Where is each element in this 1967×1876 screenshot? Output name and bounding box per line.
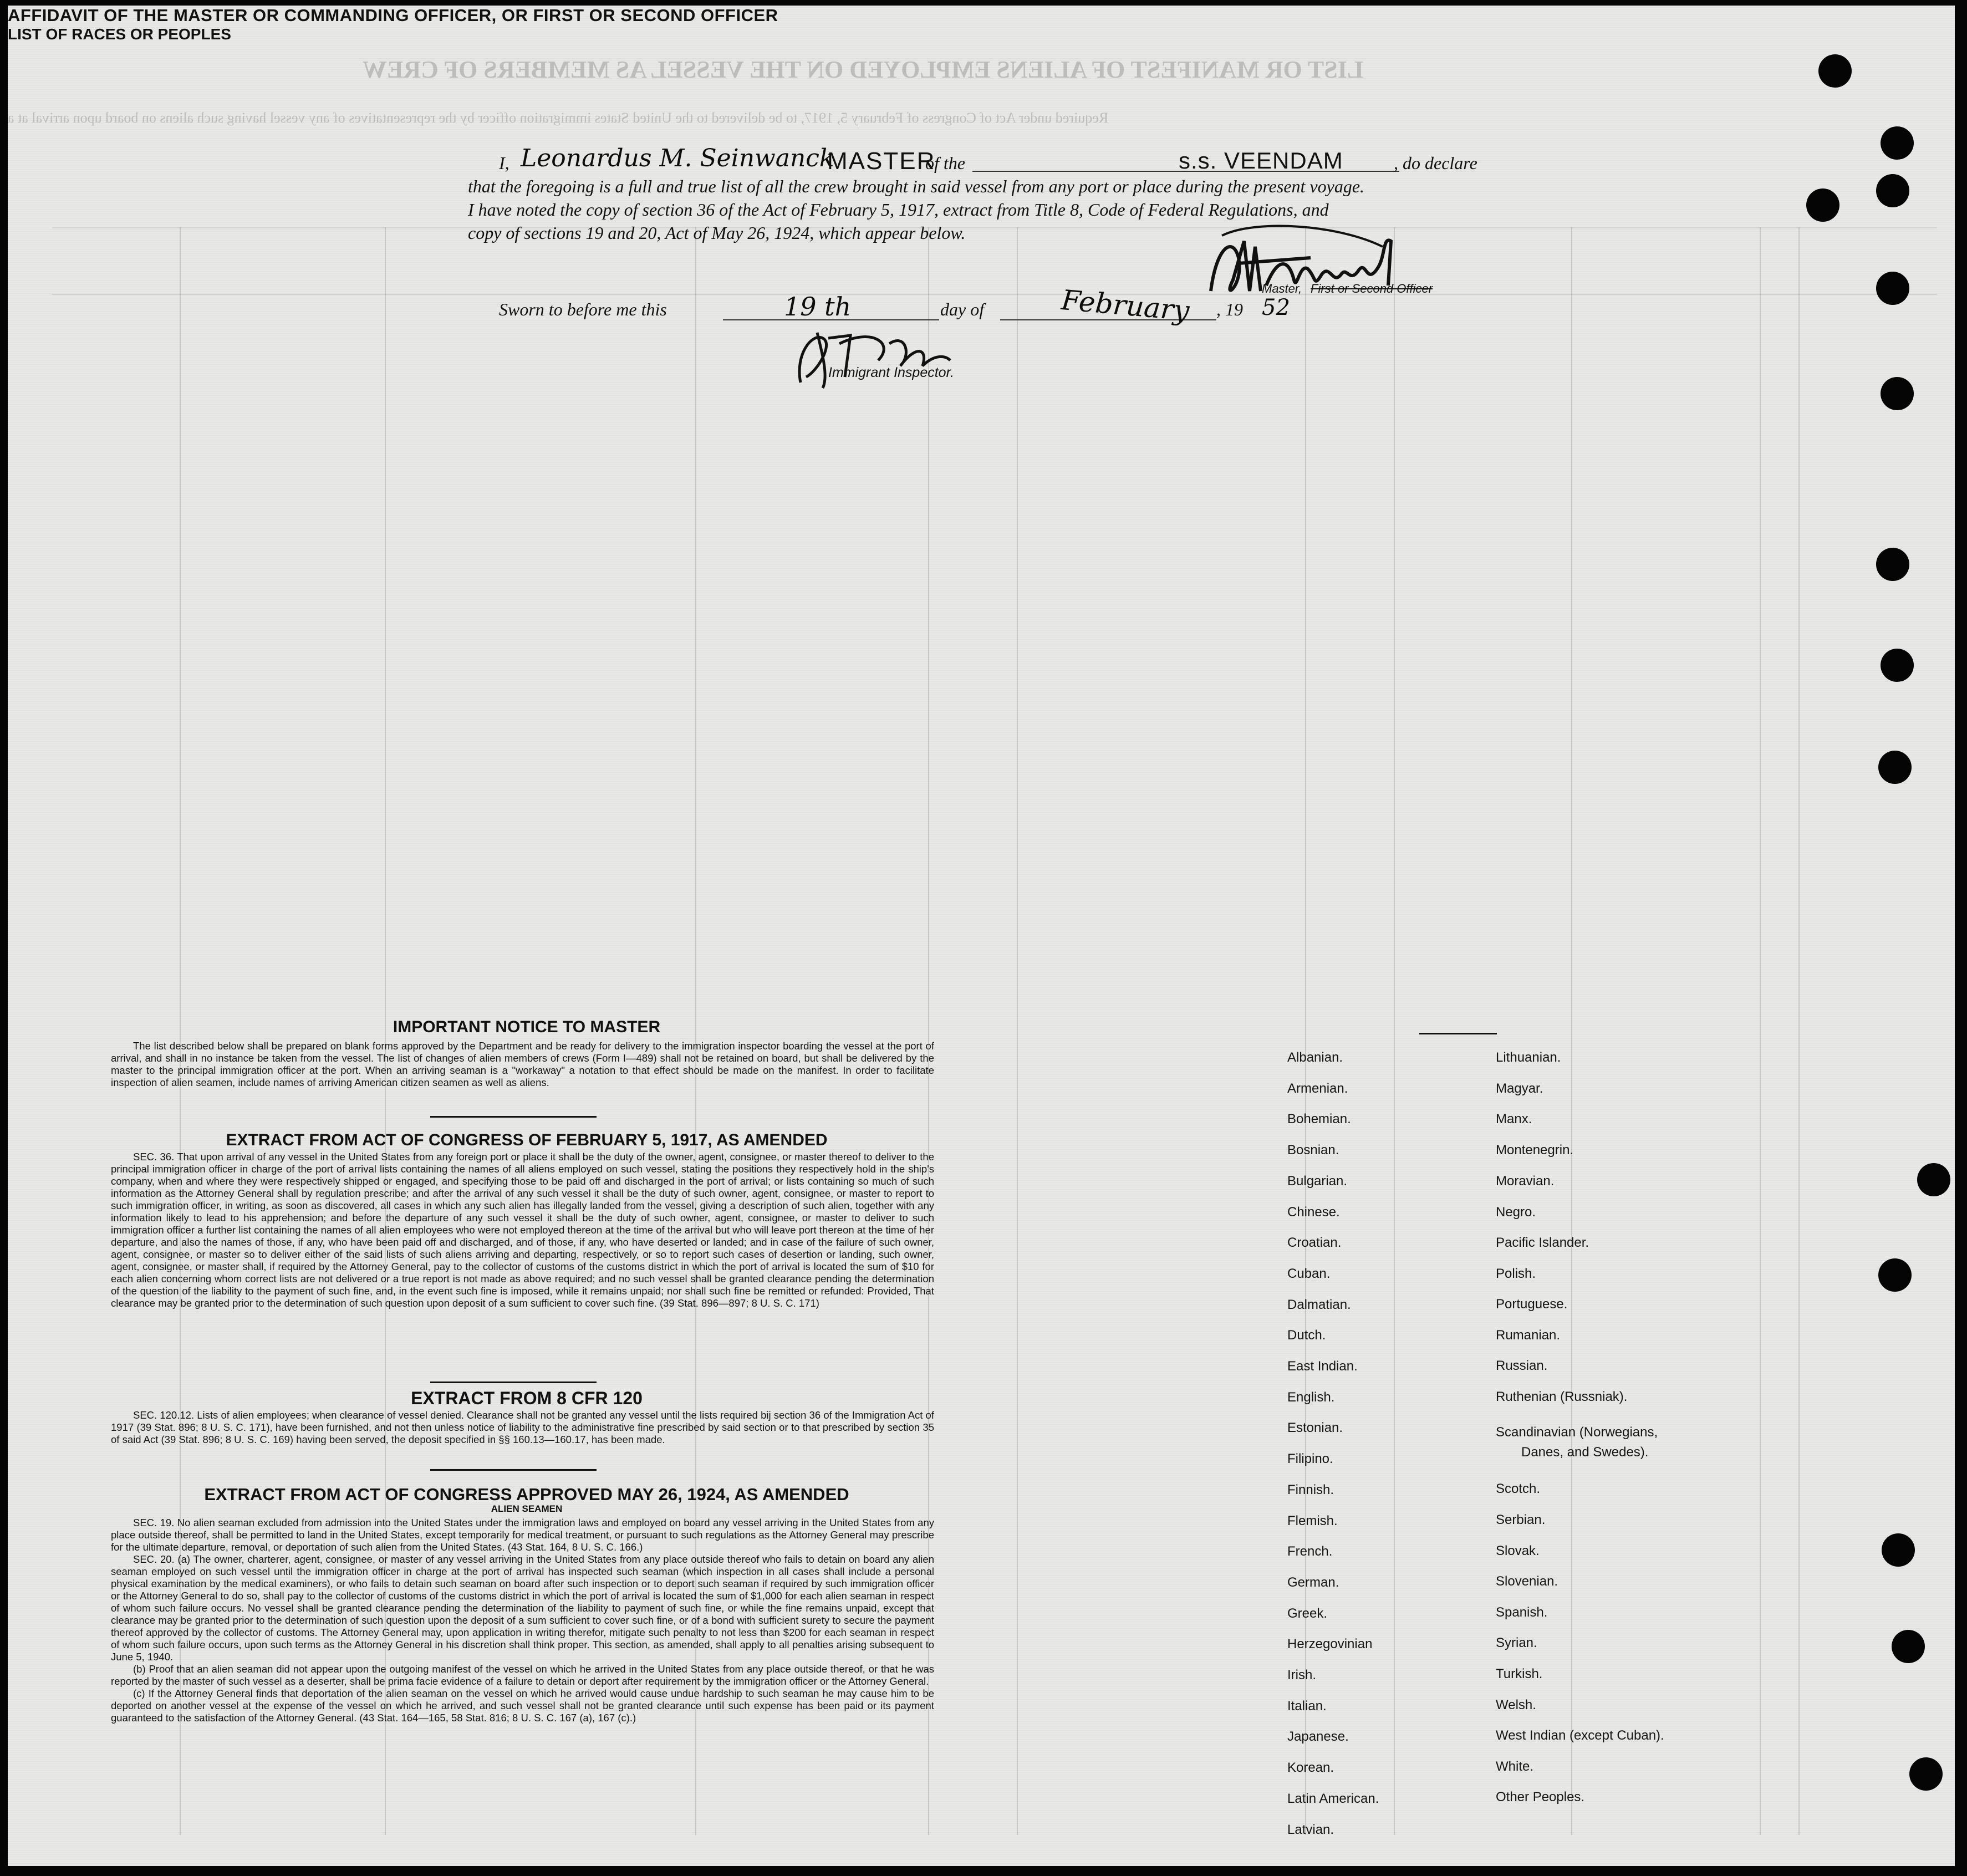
race-item: Ruthenian (Russniak).	[1496, 1389, 1628, 1404]
race-item: West Indian (except Cuban).	[1496, 1728, 1664, 1743]
race-item: Flemish.	[1287, 1513, 1338, 1528]
affidavit-title: AFFIDAVIT OF THE MASTER OR COMMANDING OFFICER, OR FIRST OR SECOND OFFICER	[8, 6, 778, 25]
section-divider	[430, 1469, 597, 1471]
punch-hole	[1917, 1163, 1950, 1196]
punch-hole	[1818, 54, 1852, 88]
of-the-label: of the	[925, 153, 965, 173]
extract-1917-paragraph: SEC. 36. That upon arrival of any vessel in the United States from any foreign port or place it shall be the duty of the owner, agent, consignee, or master thereof to deliver to the principal immigration officer in charge of the port of arrival lists containing the names of all aliens employed on such vessel, stating the positions they respectively hold in the ship's company, when and where they were respectively shipped or engaged, and specifying those to be paid off and discharged in the port of arrival; or lists containing so much of such information as the Attorney General shall by regulation prescribe; and after the arrival of any such vessel it shall be the duty of such owner, agent, consignee, or master to report to such immigration officer, in writing, as soon as discovered, all cases in which any such alien has illegally landed from the vessel, giving a description of such alien, together with any information likely to lead to his apprehension; and before the departure of any such vessel it shall be the duty of such owner, agent, consignee, or master to deliver to such immigration officer a further list containing the names of all alien employees who were not employed thereon at the time of the arrival but who will leave port thereon at the time of her departure, and also the names of those, if any, who have been paid off and discharged, and of those, if any, who have deserted or landed; and in case of the failure of such owner, agent, consignee, or master so to deliver either of the said lists of such aliens arriving and departing, respectively, or so to report such cases of desertion or landing, such owner, agent, consignee, or master shall, if required by the Attorney General, pay to the collector of customs of the customs district in which the port of arrival is located the sum of $10 for each alien concerning whom correct lists are not delivered or a true report is not made as above required; and no such vessel shall be granted clearance pending the determination of the question of the liability to the payment of such fine, and, in the event such fine is imposed, while it remains unpaid; nor shall such fine be remitted or refunded: Provided, That clearance may be granted prior to the determination of such question upon deposit of a sum sufficient to cover such fine. (39 Stat. 896—897; 8 U. S. C. 171)	[111, 1151, 934, 1309]
punch-hole	[1882, 1533, 1915, 1567]
notice-body	[111, 1040, 934, 1089]
race-item: Negro.	[1496, 1205, 1536, 1220]
day-of-label: day of	[940, 299, 985, 319]
punch-hole	[1881, 126, 1914, 160]
struck-officer-caption: First or Second Officer	[1311, 282, 1433, 295]
race-item: Latin American.	[1287, 1791, 1379, 1806]
extract-1924-body	[111, 1517, 934, 1724]
extract-1924-paragraph: (b) Proof that an alien seaman did not appear upon the outgoing manifest of the vessel on which he arrived in the United States from any place outside thereof, or that he was reported by the master of such vessel as a deserter, shall be prima facie evidence of a failure to detain or deport after requirement by the immigration officer or the Attorney General.	[111, 1663, 934, 1687]
race-item: German.	[1287, 1574, 1339, 1590]
race-item: Irish.	[1287, 1668, 1317, 1683]
extract-1924-paragraph: SEC. 20. (a) The owner, charterer, agent, consignee, or master of any vessel arriving in the United States from any place outside thereof who fails to detain on board any alien seaman employed on such vessel until the immigration officer in charge at the port of arrival has inspected such seaman (which inspection in all cases shall include a personal physical examination by the medical examiners), or who fails to detain such seaman on board after such inspection or to deport such seaman if required by such immigration officer or the Attorney General to do so, shall pay to the collector of customs of the customs district in which the port of arrival is located the sum of $1,000 for each alien seaman in respect of whom such failure occurs. No vessel shall be granted clearance pending the determination of the liability to payment of such fine, or while the fine remains unpaid, except that clearance may be granted prior to the determination of such question upon the deposit of a sum sufficient to cover such fine, or of a bond with sufficient surety to secure the payment thereof approved by the collector of customs. The Attorney General may, upon application in writing therefor, mitigate such penalty to not less than $200 for each seaman in respect of whom such failure occurs, upon such terms as the Attorney General in his discretion shall think proper. This section, as amended, shall apply to all penalties arising subsequent to June 5, 1940.	[111, 1553, 934, 1663]
declaration-line-3: I have noted the copy of section 36 of the Act of February 5, 1917, extract from Title 8, Code of Federal Regulations, and	[468, 200, 1329, 220]
punch-hole	[1878, 751, 1912, 784]
month-handwritten: February	[1059, 284, 1191, 327]
punch-hole	[1876, 174, 1909, 207]
vessel-name: s.s. VEENDAM	[1179, 147, 1343, 174]
extract-cfr-body	[111, 1409, 934, 1446]
race-item: Italian.	[1287, 1698, 1327, 1714]
extract-1924-paragraph: SEC. 19. No alien seaman excluded from admission into the United States under the immigration laws and employed on board any vessel arriving in the United States from any place outside thereof, shall be permitted to land in the United States, except temporarily for medical treatment, or pursuant to such regulations as the Attorney General may prescribe for the ultimate departure, removal, or deportation of such alien from the United States. (43 Stat. 164, 8 U. S. C. 166.)	[111, 1517, 934, 1553]
declaration-line-2: that the foregoing is a full and true list of all the crew brought in said vessel from any port or place during the present voyage.	[468, 176, 1365, 196]
extract-1924-title: EXTRACT FROM ACT OF CONGRESS APPROVED MAY 26, 1924, AS AMENDED	[204, 1485, 849, 1504]
day-handwritten: 19 th	[784, 292, 852, 322]
race-item: Finnish.	[1287, 1482, 1334, 1497]
race-item: Turkish.	[1496, 1666, 1543, 1681]
race-item: Russian.	[1496, 1358, 1548, 1373]
race-item: Armenian.	[1287, 1080, 1348, 1096]
race-item: East Indian.	[1287, 1359, 1358, 1374]
race-item: Scandinavian (Norwegians,	[1496, 1425, 1658, 1440]
race-item: Greek.	[1287, 1605, 1328, 1621]
extract-1924-subtitle: ALIEN SEAMEN	[491, 1503, 563, 1514]
inspector-signature	[784, 322, 972, 394]
master-name-handwritten: Leonardus M. Seinwanck	[521, 144, 834, 172]
master-label: MASTER	[827, 147, 936, 175]
extract-1917-title: EXTRACT FROM ACT OF CONGRESS OF FEBRUARY 5, 1917, AS AMENDED	[226, 1131, 828, 1149]
race-item: Lithuanian.	[1496, 1050, 1561, 1065]
punch-hole	[1878, 1258, 1912, 1292]
punch-hole	[1876, 548, 1909, 581]
race-item: Slovak.	[1496, 1543, 1540, 1558]
race-item: Filipino.	[1287, 1451, 1333, 1467]
extract-1917-body	[111, 1151, 934, 1309]
declaration-line-4: copy of sections 19 and 20, Act of May 26, 1924, which appear below.	[468, 223, 966, 243]
declaration-i: I,	[499, 153, 509, 173]
punch-hole	[1892, 1630, 1925, 1663]
master-signature	[1200, 225, 1433, 313]
race-item: Bosnian.	[1287, 1143, 1339, 1158]
extract-1924-paragraph: (c) If the Attorney General finds that deportation of the alien seaman on the vessel on which he arrived would cause undue hardship to such seaman he may cause him to be deported on another vessel at the expense of the vessel on which he arrived, and such vessel shall not be granted clearance until such expense has been paid or its payment guaranteed to the satisfaction of the Attorney General. (43 Stat. 164—165, 58 Stat. 816; 8 U. S. C. 167 (a), 167 (c).)	[111, 1688, 934, 1724]
race-item: Estonian.	[1287, 1420, 1343, 1436]
race-item: Chinese.	[1287, 1204, 1340, 1220]
do-declare-label: , do declare	[1394, 153, 1477, 173]
race-item: Korean.	[1287, 1760, 1334, 1776]
section-divider	[430, 1381, 597, 1383]
notice-paragraph: The list described below shall be prepared on blank forms approved by the Department and be ready for delivery to the immigration inspector boarding the vessel at the port of arrival, and shall in no instance be taken from the vessel. The list of changes of alien members of crews (Form I—489) shall not be retained on board, but shall be delivered by the master to the principal immigration officer at the port. When an arriving seaman is a "workaway" a notation to that effect should be made on the manifest. In order to facilitate inspection of alien seamen, include names of arriving American citizen seamen as well as aliens.	[111, 1040, 934, 1088]
race-item: Manx.	[1496, 1112, 1532, 1126]
race-item: Bulgarian.	[1287, 1173, 1348, 1189]
race-item: Spanish.	[1496, 1605, 1548, 1620]
race-item: Cuban.	[1287, 1266, 1331, 1281]
section-divider	[430, 1116, 597, 1118]
race-item: Magyar.	[1496, 1081, 1543, 1096]
race-item: Japanese.	[1287, 1729, 1349, 1745]
races-title: LIST OF RACES OR PEOPLES	[8, 26, 231, 43]
race-item: Polish.	[1496, 1266, 1536, 1281]
race-item: Croatian.	[1287, 1235, 1342, 1251]
notice-title: IMPORTANT NOTICE TO MASTER	[393, 1018, 661, 1036]
master-caption: Master,	[1262, 282, 1302, 295]
race-item: Syrian.	[1496, 1635, 1537, 1650]
race-item: Pacific Islander.	[1496, 1235, 1589, 1250]
extract-cfr-title: EXTRACT FROM 8 CFR 120	[411, 1388, 643, 1408]
race-item: Albanian.	[1287, 1050, 1343, 1065]
year-prefix: , 19	[1216, 299, 1243, 319]
race-item: Dalmatian.	[1287, 1297, 1351, 1312]
race-item: English.	[1287, 1389, 1335, 1405]
race-item: Rumanian.	[1496, 1328, 1561, 1343]
race-item: Montenegrin.	[1496, 1143, 1574, 1158]
race-item: Dutch.	[1287, 1328, 1326, 1343]
punch-hole	[1806, 188, 1839, 222]
race-item: French.	[1287, 1544, 1333, 1559]
sworn-label: Sworn to before me this	[499, 299, 667, 319]
punch-hole	[1881, 377, 1914, 410]
race-item: Scotch.	[1496, 1481, 1541, 1496]
punch-hole	[1876, 272, 1909, 305]
punch-hole	[1881, 649, 1914, 682]
year-handwritten: 52	[1262, 295, 1290, 320]
extract-cfr-paragraph: SEC. 120.12. Lists of alien employees; when clearance of vessel denied. Clearance shall not be granted any vessel until the lists required bij section 36 of the Immigration Act of 1917 (39 Stat. 896; 8 U. S. C. 171), have been furnished, and not then unless notice of liability to the administrative fine prescribed by said section or to that prescribed by section 35 of said Act (39 Stat. 896; 8 U. S. C. 169) having been served, the deposit specified in §§ 160.13—160.17, has been made.	[111, 1409, 934, 1445]
race-item: Portuguese.	[1496, 1297, 1568, 1312]
punch-hole	[1909, 1757, 1943, 1791]
race-item: Moravian.	[1496, 1174, 1555, 1189]
race-item: White.	[1496, 1759, 1534, 1774]
race-item: Serbian.	[1496, 1512, 1546, 1527]
race-item: Slovenian.	[1496, 1574, 1558, 1589]
race-item: Welsh.	[1496, 1697, 1536, 1712]
races-title-rule	[1419, 1033, 1497, 1034]
manifest-sheet: LIST OR MANIFEST OF ALIENS EMPLOYED ON THE VESSEL AS MEMBERS OF CREW Required under Act of Congress of February 5, 1917, to be delivered to the United States immigration officer by the representatives of any vessel having such aliens on board upon arrival at a AFFIDAVIT OF THE MASTER OR COMMANDING OFFICER, OR FIRST OR SECOND OFFICER I, Leonardus M. Seinwanck MASTER of the s.s. VEENDAM , do declare that the foregoing is a full and true list of all the crew brought in said vessel from any port or place during the present voyage. I have noted the copy of section 36 of the Act of February 5, 1917, extract from Title 8, Code of Federal Regulations, and copy of sections 19 and 20, Act of May 26, 1924, which appear below. Sworn to before me this 19 th day of February , 19 52 Master, First or Second Officer Immigrant Inspector. IMPORTANT NOTICE TO MASTER The list described below shall be prepared on blank forms approved by the Department and be ready for delivery to the immigration inspector boarding the vessel at the port of arrival, and shall in no instance be taken from the vessel. The list of changes of alien members of crews (Form I—489) shall not be retained on board, but shall be delivered by the master to the principal immigration officer at the port. When an arriving seaman is a "workaway" a notation to that effect should be made on the manifest. In order to facilitate inspection of alien seamen, include names of arriving American citizen seamen as well as aliens. EXTRACT FROM ACT OF CONGRESS OF FEBRUARY 5, 1917, AS AMENDED SEC. 36. That upon arrival of any vessel in the United States from any foreign port or place it shall be the duty of the owner, agent, consignee, or master thereof to deliver to the principal immigration officer in charge of the port of arrival lists containing the names of all aliens employed on such vessel, stating the positions they respectively hold in the ship's company, when and where they were respectively shipped or engaged, and specifying those to be paid off and discharged in the port of arrival; or lists containing so much of such information as the Attorney General shall by regulation prescribe; and after the arrival of any such vessel it shall be the duty of such owner, agent, consignee, or master to report to such immigration officer, in writing, as soon as discovered, all cases in which any such alien has illegally landed from the vessel, giving a description of such alien, together with any information likely to lead to his apprehension; and before the departure of any such vessel it shall be the duty of such owner, agent, consignee, or master to deliver to such immigration officer a further list containing the names of all alien employees who were not employed thereon at the time of the arrival but who will leave port thereon at the time of her departure, and also the names of those, if any, who have been paid off and discharged, and of those, if any, who have deserted or landed; and in case of the failure of such owner, agent, consignee, or master so to deliver either of the said lists of such aliens arriving and departing, respectively, or so to report such cases of desertion or landing, such owner, agent, consignee, or master shall, if required by the Attorney General, pay to the collector of customs of the customs district in which the port of arrival is located the sum of $10 for each alien concerning whom correct lists are not delivered or a true report is not made as above required; and no such vessel shall be granted clearance pending the determination of the question of the liability to the payment of such fine, and, in the event such fine is imposed, while it remains unpaid; nor shall such fine be remitted or refunded: Provided, That clearance may be granted prior to the determination of such question upon deposit of a sum sufficient to cover such fine. (39 Stat. 896—897; 8 U. S. C. 171) EXTRACT FROM 8 CFR 120 SEC. 120.12. Lists of alien employees; when clearance of vessel denied. Clearance shall not be granted any vessel until the lists required bij section 36 of the Immigration Act of 1917 (39 Stat. 896; 8 U. S. C. 171), have been furnished, and not then unless notice of liability to the administrative fine prescribed by said section or to that prescribed by section 35 of said Act (39 Stat. 896; 8 U. S. C. 169) having been served, the deposit specified in §§ 160.13—160.17, has been made. EXTRACT FROM ACT OF CONGRESS APPROVED MAY 26, 1924, AS AMENDED ALIEN SEAMEN SEC. 19. No alien seaman excluded from admission into the United States under the immigration laws and employed on board any vessel arriving in the United States from any place outside thereof, shall be permitted to land in the United States, except temporarily for medical treatment, or pursuant to such regulations as the Attorney General may prescribe for the ultimate departure, removal, or deportation of such alien from the United States. (43 Stat. 164, 8 U. S. C. 166.) SEC. 20. (a) The owner, charterer, agent, consignee, or master of any vessel arriving in the United States from any place outside thereof who fails to detain on board any alien seaman employed on such vessel until the immigration officer in charge at the port of arrival has inspected such seaman (which inspection in all cases shall include a personal physical examination by the medical examiners), or who fails to detain such seaman on board after such inspection or to deport such seaman if required by such immigration officer or the Attorney General to do so, shall pay to the collector of customs of the customs district in which the port of arrival is located the sum of $1,000 for each alien seaman in respect of whom such failure occurs. No vessel shall be granted clearance pending the determination of the liability to payment of such fine, or while the fine remains unpaid, except that clearance may be granted prior to the determination of such question upon the deposit of a sum sufficient to cover such fine, or of a bond with sufficient surety to secure the payment thereof approved by the collector of customs. The Attorney General may, upon application in writing therefor, mitigate such penalty to not less than $200 for each seaman in respect of whom such failure occurs, upon such terms as the Attorney General in his discretion shall think proper. This section, as amended, shall apply to all penalties arising subsequent to June 5, 1940. (b) Proof that an alien seaman did not appear upon the outgoing manifest of the vessel on which he arrived in the United States from any place outside thereof, or that he was reported by the master of such vessel as a deserter, shall be prima facie evidence of a failure to detain or deport after requirement by the immigration officer or the Attorney General. (c) If the Attorney General finds that deportation of the alien seaman on the vessel on which he arrived would cause undue hardship to such seaman he may cause him to be deported on another vessel at the expense of the vessel on which he arrived, and such vessel shall not be granted clearance until such expense has been paid or its payment guaranteed to the satisfaction of the Attorney General. (43 Stat. 164—165, 58 Stat. 816; 8 U. S. C. 167 (a), 167 (c).) LIST OF RACES OR PEOPLES Albanian. Armenian. Bohemian. Bosnian. Bulgarian. Chinese. Croatian. Cuban. Dalmatian. Dutch. East Indian. English. Estonian. Filipino. Finnish. Flemish. French. German. Greek. Herzegovinian Irish. Italian. Japanese. Korean. Latin American. Latvian. Lithuanian. Magyar. Manx. Montenegrin. Moravian. Negro. Pacific Islander. Polish. Portuguese. Rumanian. Russian. Ruthenian (Russniak). Scandinavian (Norwegians, Danes, and Swedes). Scotch. Serbian. Slovak. Slovenian. Spanish. Syrian. Turkish. Welsh. West Indian (except Cuban). White. Other Peoples.	[8, 6, 1955, 1866]
race-item: Latvian.	[1287, 1822, 1334, 1837]
race-item: Herzegovinian	[1287, 1637, 1373, 1652]
race-item: Bohemian.	[1287, 1112, 1351, 1127]
race-item: Danes, and Swedes).	[1521, 1445, 1649, 1460]
race-item: Other Peoples.	[1496, 1790, 1585, 1804]
inspector-caption: Immigrant Inspector.	[828, 365, 954, 380]
